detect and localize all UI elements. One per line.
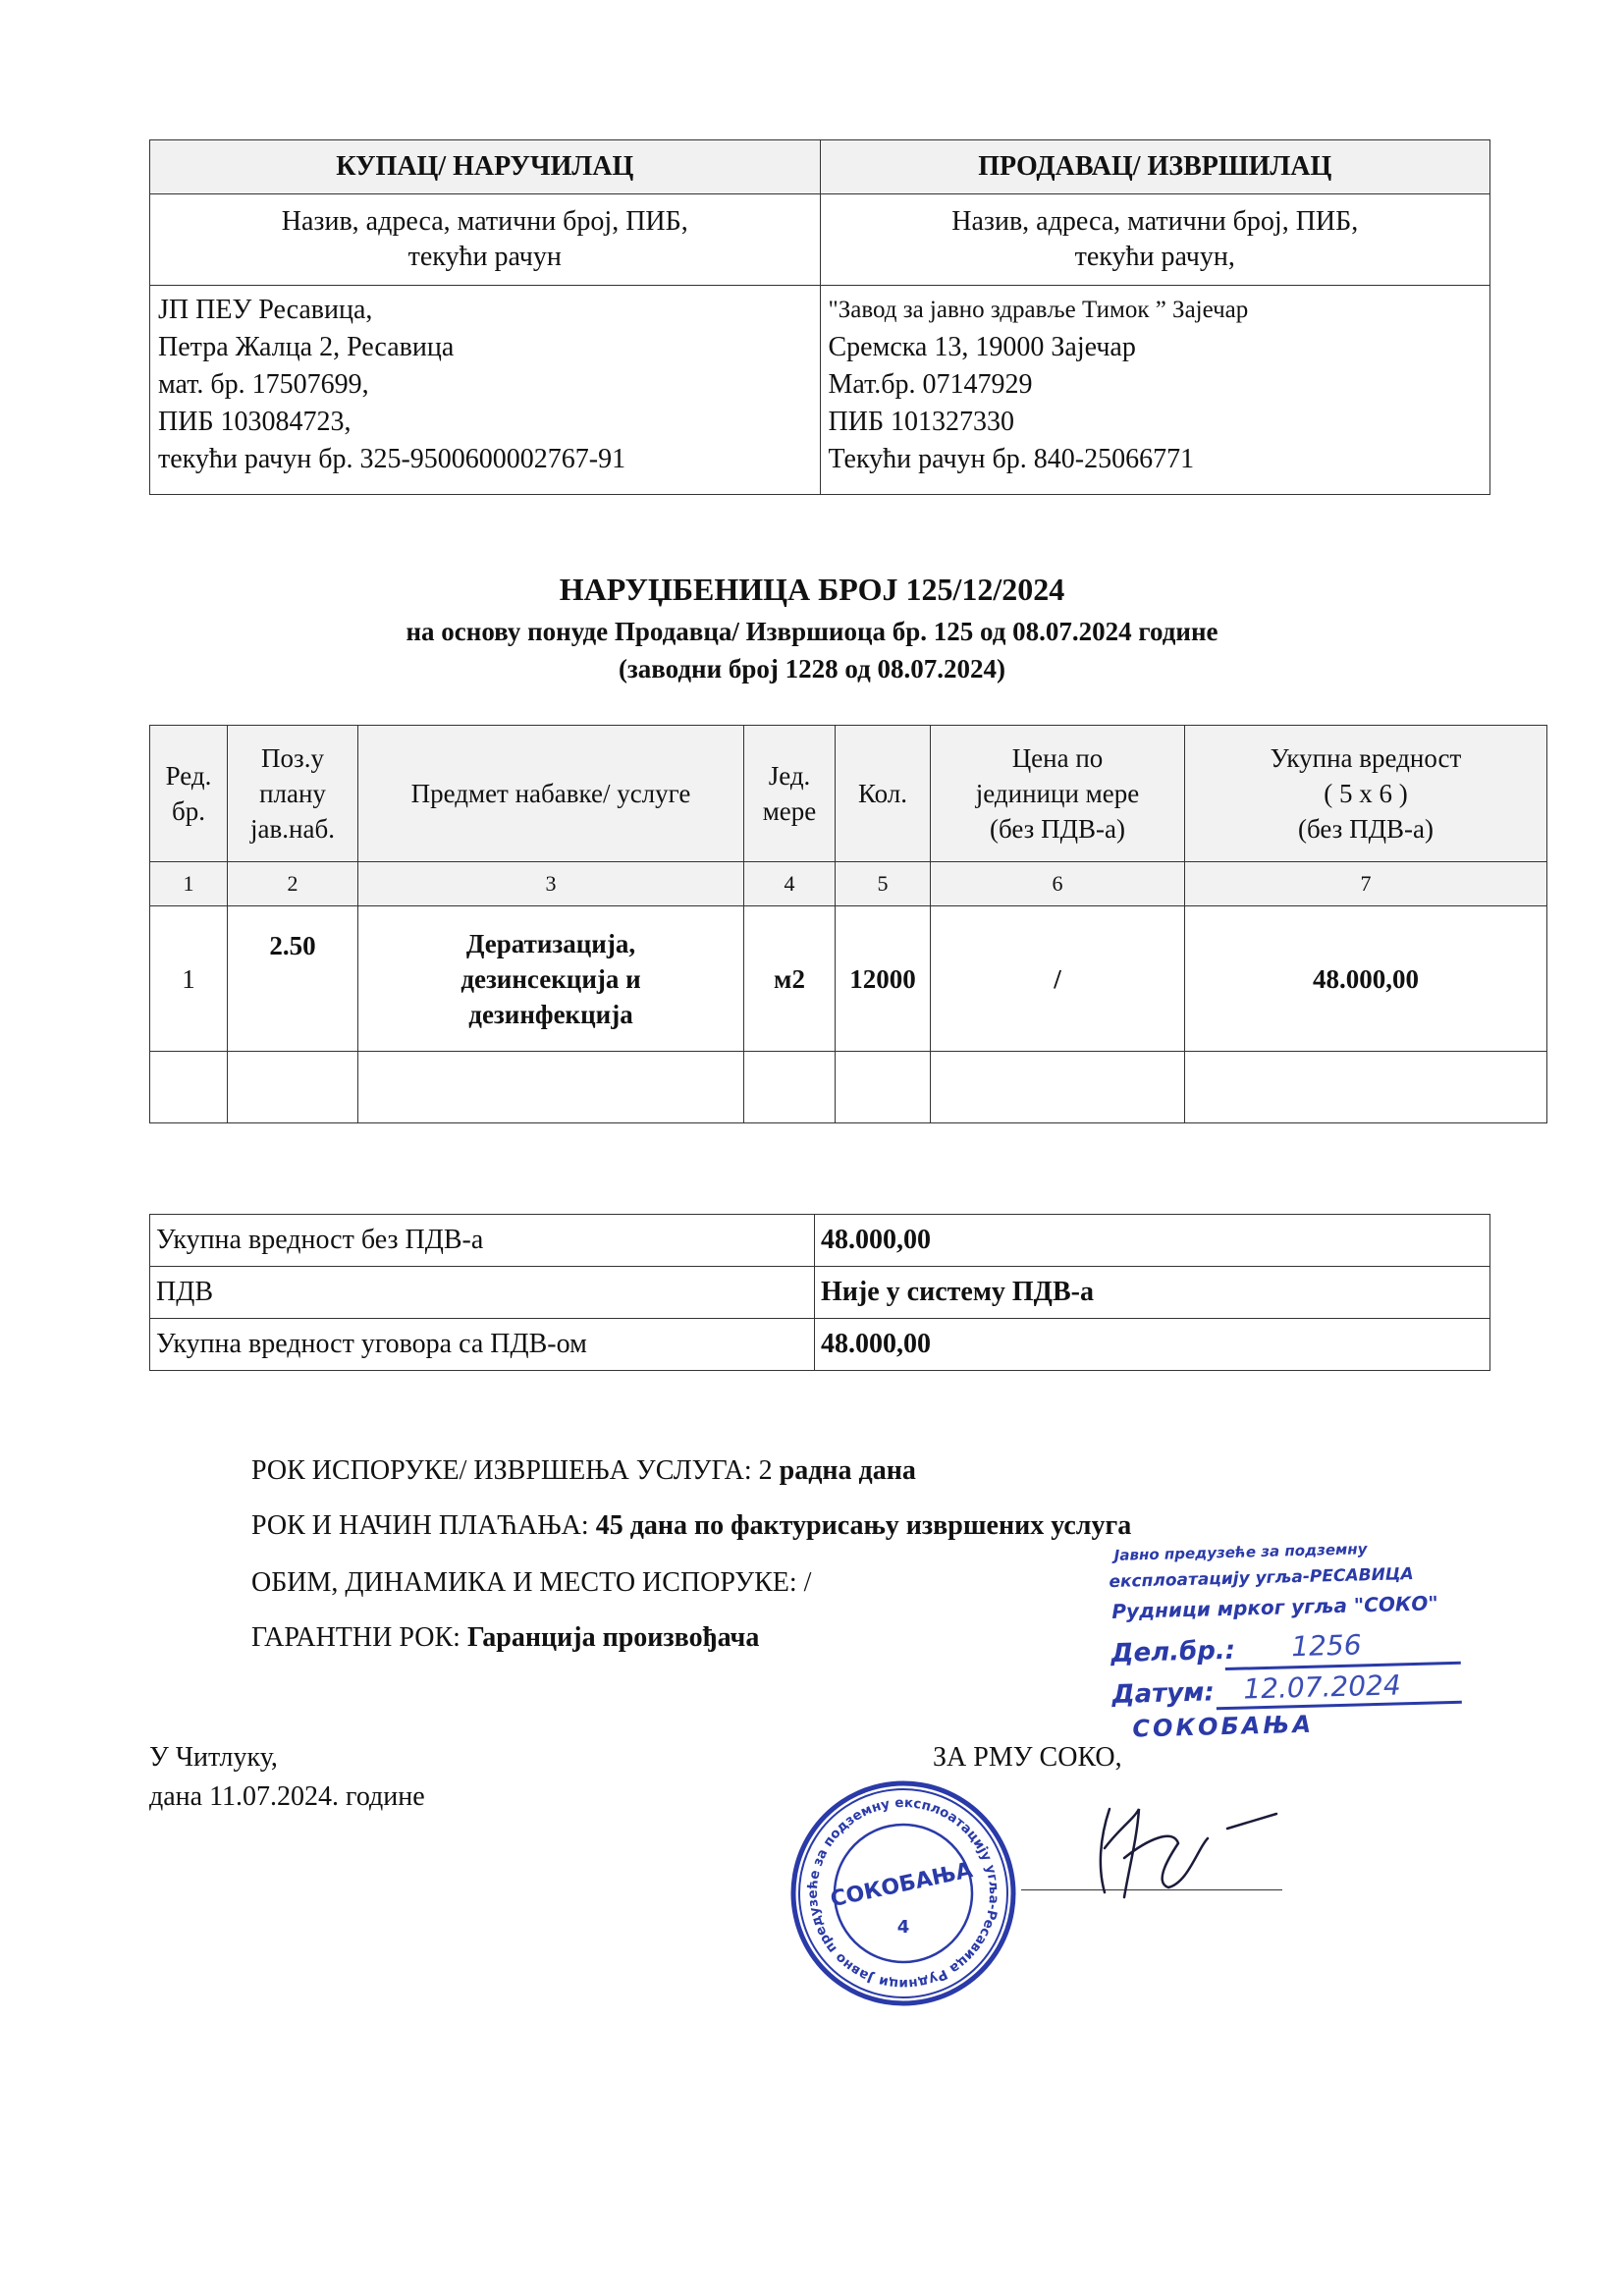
stamp-date: 12.07.2024 bbox=[1242, 1668, 1402, 1706]
col-header-qty: Кол. bbox=[836, 726, 931, 862]
table-row bbox=[150, 906, 1547, 1052]
total-without-vat-value: 48.000,00 bbox=[815, 1215, 1490, 1267]
payment-term: РОК И НАЧИН ПЛАЋАЊА: 45 дана по фактурисању извршених услуга bbox=[251, 1510, 1132, 1541]
parties-table bbox=[149, 139, 1490, 495]
item-no: 1 bbox=[150, 906, 228, 1052]
table-row-empty bbox=[150, 1052, 1547, 1123]
signature-icon bbox=[1080, 1789, 1286, 1907]
order-registration: (заводни број 1228 од 08.07.2024) bbox=[618, 654, 1006, 683]
totals-table bbox=[149, 1214, 1490, 1371]
round-seal-icon bbox=[785, 1776, 1021, 2011]
item-price: / bbox=[931, 906, 1185, 1052]
col-header-no: Ред. бр. bbox=[150, 726, 228, 862]
svg-text:4: 4 bbox=[896, 1917, 910, 1938]
scope-term: ОБИМ, ДИНАМИКА И МЕСТО ИСПОРУКЕ: / bbox=[251, 1567, 812, 1598]
seller-details: "Завод за јавно здравље Тимок ” Зајечар Сремска 13, 19000 Зајечар Мат.бр. 07147929 ПИБ 101327330 Текући рачун бр. 840-25066771 bbox=[820, 286, 1490, 495]
date: дана 11.07.2024. године bbox=[149, 1781, 425, 1812]
col-header-price: Цена по јединици мере (без ПДВ-а) bbox=[931, 726, 1185, 862]
items-table bbox=[149, 725, 1547, 1123]
place: У Читлуку, bbox=[149, 1742, 278, 1773]
col-header-total: Укупна вредност ( 5 x 6 ) (без ПДВ-а) bbox=[1185, 726, 1547, 862]
item-subject: Дератизација, дезинсекција и дезинфекција bbox=[358, 906, 744, 1052]
registration-stamp: Јавно предузеће за подземну експлоатацију угља-РЕСАВИЦА Рудници мрког угља "СОКО" Дел.бр.: 1256 Датум: 12.07.2024 СОКОБАЊА bbox=[1102, 1533, 1499, 1739]
svg-text:СОКОБАЊА: СОКОБАЊА bbox=[828, 1858, 975, 1913]
svg-text:Јавно предузеће за подземну ек: Јавно предузеће за подземну експлоатацију угља-Ресавица Рудници bbox=[804, 1794, 1002, 1993]
vat-label: ПДВ bbox=[150, 1267, 815, 1319]
buyer-header: КУПАЦ/ НАРУЧИЛАЦ bbox=[150, 140, 821, 194]
seller-subheader: Назив, адреса, матични број, ПИБ, текући рачун, bbox=[820, 194, 1490, 286]
warranty-term: ГАРАНТНИ РОК: Гаранција произвођача bbox=[251, 1622, 760, 1653]
total-with-vat-value: 48.000,00 bbox=[815, 1319, 1490, 1371]
buyer-subheader: Назив, адреса, матични број, ПИБ, текући рачун bbox=[150, 194, 821, 286]
order-basis: на основу понуде Продавца/ Извршиоца бр. 125 од 08.07.2024 године bbox=[406, 617, 1218, 646]
del-number: 1256 bbox=[1290, 1628, 1362, 1664]
buyer-details: ЈП ПЕУ Ресавица, Петра Жалца 2, Ресавица мат. бр. 17507699, ПИБ 103084723, текући рачун бр. 325-9500600002767-91 bbox=[150, 286, 821, 495]
col-header-plan: Поз.у плану јав.наб. bbox=[228, 726, 358, 862]
item-unit: м2 bbox=[744, 906, 836, 1052]
col-header-subject: Предмет набавке/ услуге bbox=[358, 726, 744, 862]
total-without-vat-label: Укупна вредност без ПДВ-а bbox=[150, 1215, 815, 1267]
total-with-vat-label: Укупна вредност уговора са ПДВ-ом bbox=[150, 1319, 815, 1371]
item-total: 48.000,00 bbox=[1185, 906, 1547, 1052]
order-title: НАРУЏБЕНИЦА БРОЈ 125/12/2024 bbox=[559, 572, 1065, 607]
delivery-term: РОК ИСПОРУКЕ/ ИЗВРШЕЊА УСЛУГА: 2 радна дана bbox=[251, 1455, 916, 1486]
seller-header: ПРОДАВАЦ/ ИЗВРШИЛАЦ bbox=[820, 140, 1490, 194]
item-qty: 12000 bbox=[836, 906, 931, 1052]
vat-value: Није у систему ПДВ-а bbox=[815, 1267, 1490, 1319]
signatory: ЗА РМУ СОКО, bbox=[933, 1742, 1122, 1773]
column-numbers-row: 1 2 3 4 5 6 7 bbox=[150, 862, 1547, 906]
item-plan-position: 2.50 bbox=[228, 906, 358, 1052]
col-header-unit: Јед. мере bbox=[744, 726, 836, 862]
